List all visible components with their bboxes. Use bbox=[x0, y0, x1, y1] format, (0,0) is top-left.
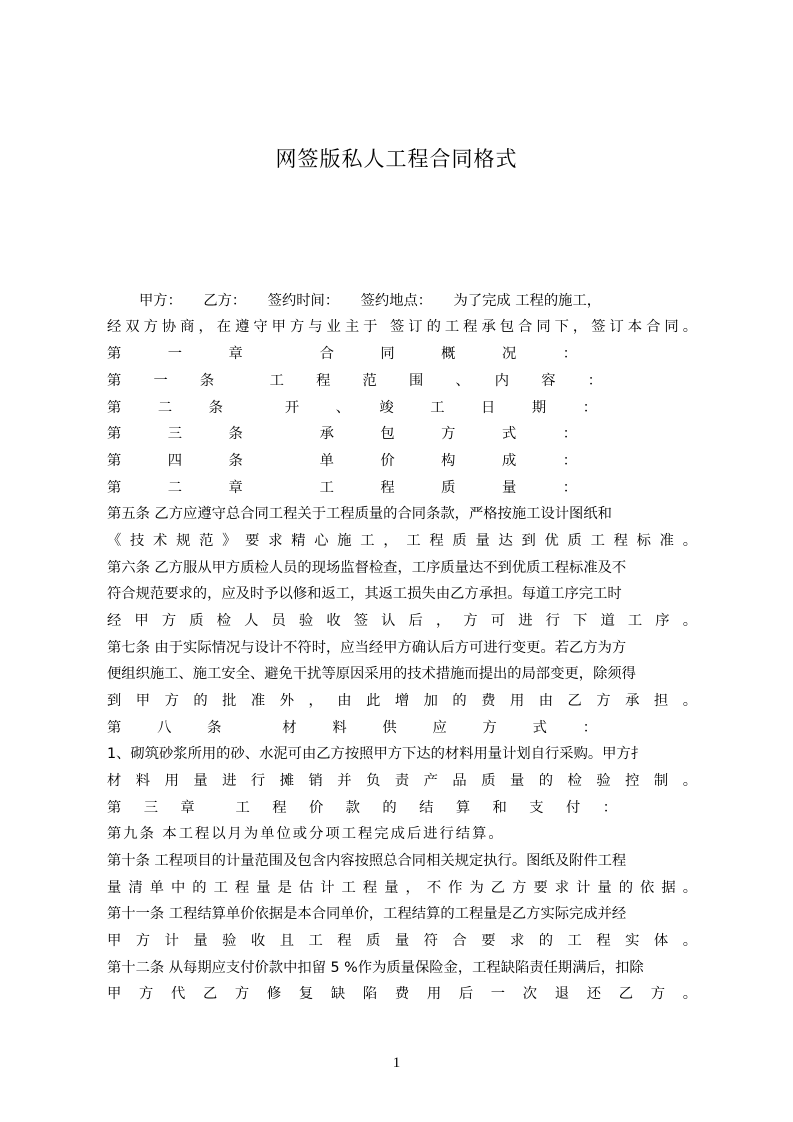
paragraph-line: 经双方协商，在遵守甲方与业主于 签订的工程承包合同下，签订本合同。 bbox=[107, 319, 697, 335]
paragraph-line: 到甲方的批准外，由此增加的费用由乙方承担。 bbox=[107, 693, 697, 709]
paragraph-line: 第十二条 从每期应支付价款中扣留 5 %作为质量保险金，工程缺陷责任期满后，扣除 bbox=[107, 960, 644, 976]
paragraph-line: 便组织施工、施工安全、避免干扰等原因采用的技术措施而提出的局部变更，除须得 bbox=[107, 666, 636, 682]
paragraph-line: 第六条 乙方服从甲方质检人员的现场监督检查，工序质量达不到优质工程标准及不 bbox=[107, 560, 627, 576]
article-heading: 第 一 条 工 程 范 围 、 内 容 ： bbox=[107, 373, 602, 389]
paragraph-line: 第十一条 工程结算单价依据是本合同单价，工程结算的工程量是乙方实际完成并经 bbox=[107, 906, 627, 922]
paragraph-line: 经甲方质检人员验收签认后，方可进行下道工序。 bbox=[107, 613, 697, 629]
paragraph-line: 第五条 乙方应遵守总合同工程关于工程质量的合同条款，严格按施工设计图纸和 bbox=[107, 506, 612, 522]
paragraph-line: 第七条 由于实际情况与设计不符时，应当经甲方确认后方可进行变更。若乙方为方 bbox=[107, 640, 627, 656]
paragraph-line: 符合规范要求的，应及时予以修和返工，其返工损失由乙方承担。每道工序完工时 bbox=[107, 586, 622, 602]
document-title: 网签版私人工程合同格式 bbox=[275, 147, 518, 171]
paragraph-line: 第九条 本工程以月为单位或分项工程完成后进行结算。 bbox=[107, 826, 505, 842]
page-number: 1 bbox=[392, 1055, 401, 1071]
paragraph-line: 甲方代乙方修复缺陷费用后一次退还乙方。 bbox=[107, 986, 697, 1002]
chapter-heading: 第 二 章 工 程 质 量 ： bbox=[107, 480, 577, 496]
chapter-heading: 第 三 章 工 程 价 款 的 结 算 和 支 付 ： bbox=[107, 800, 617, 816]
paragraph-line: 第十条 工程项目的计量范围及包含内容按照总合同相关规定执行。图纸及附件工程 bbox=[107, 853, 627, 869]
article-heading: 第 三 条 承 包 方 式 ： bbox=[107, 426, 577, 442]
paragraph-line: 甲方计量验收且工程质量符合要求的工程实体。 bbox=[107, 933, 697, 949]
chapter-heading: 第 一 章 合 同 概 况 ： bbox=[107, 346, 577, 362]
paragraph-line: 1、砌筑砂浆所用的砂、水泥可由乙方按照甲方下达的材料用量计划自行采购。甲方扌 bbox=[107, 746, 646, 762]
paragraph-line: 量清单中的工程量是估计工程量，不作为乙方要求计量的依据。 bbox=[107, 880, 697, 896]
paragraph-line: 甲方： 乙方： 签约时间： 签约地点： 为了完成 工程的施工， bbox=[139, 293, 602, 309]
paragraph-line: 《技术规范》要求精心施工，工程质量达到优质工程标准。 bbox=[107, 533, 697, 549]
article-heading: 第 二 条 开 、 竣 工 日 期 ： bbox=[107, 400, 597, 416]
paragraph-line: 材料用量进行摊销并负责产品质量的检验控制。 bbox=[107, 773, 697, 789]
article-heading: 第 八 条 材 料 供 应 方 式 ： bbox=[107, 720, 597, 736]
article-heading: 第 四 条 单 价 构 成 ： bbox=[107, 453, 577, 469]
